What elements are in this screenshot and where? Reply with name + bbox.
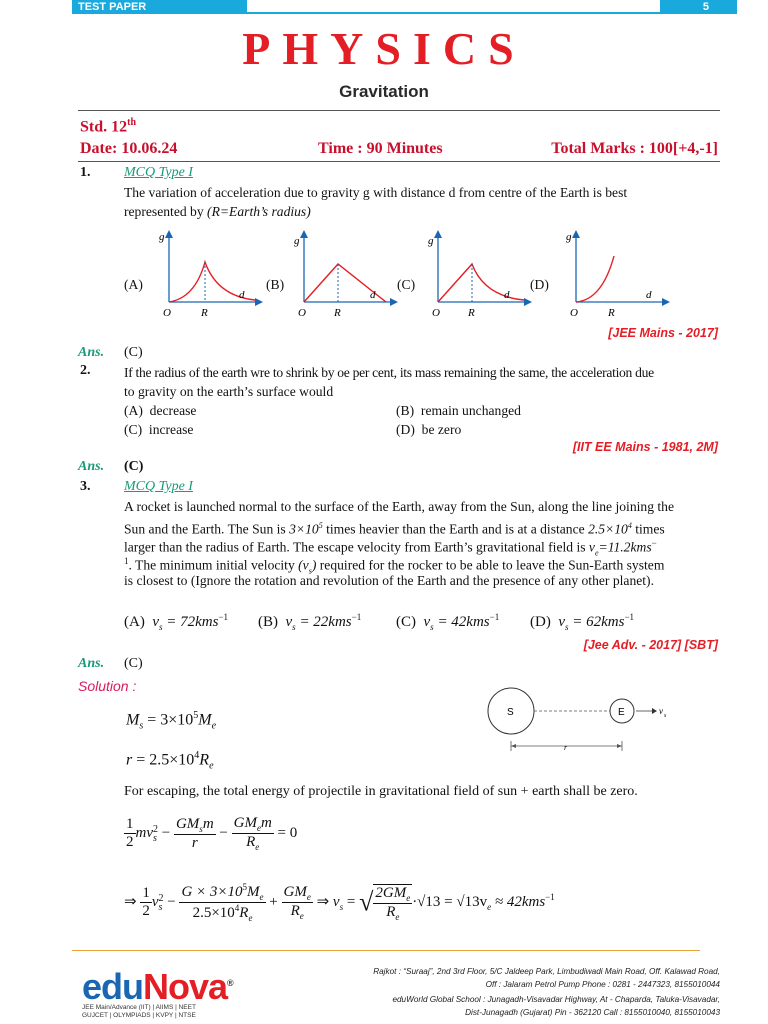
logo-tagline: JEE Main/Advance (IIT) | AIIMS | NEET GUJCET | OLYMPIADS | KVPY | NTSE: [82, 1004, 196, 1019]
edunova-logo: eduNova®: [82, 966, 233, 1007]
escape-velocity-equation: ⇒ $\frac{1}{2}$ v 2 s − $\frac{G \times 3\times 10^5M_e}{2.5\times 10^4R_e}$ + $\frac{GM_e}{R_e}$ ⇒ $v_s$ = √ $\frac{2GM_e}{R_e}$ $\cdot√13 = √13v_e \approx 42kms^{-1}$: [124, 882, 555, 923]
question-source: [JEE Mains - 2017]: [608, 326, 718, 340]
answer-value: (C): [124, 345, 143, 360]
option-key: (C): [397, 277, 416, 292]
origin-label: O: [570, 307, 578, 319]
r-label: R: [201, 307, 208, 319]
origin-label: O: [163, 307, 171, 319]
option-b: (B) remain unchanged: [396, 403, 521, 418]
velocity-sub: s: [664, 713, 667, 719]
graph-option-c: [424, 226, 534, 322]
question-text: A rocket is launched normal to the surface of the Earth, away from the Sun, along the line joining the: [124, 499, 675, 514]
option-c: (C) increase: [124, 422, 194, 437]
std-label: Std. 12th: [80, 117, 137, 136]
solution-label: Solution :: [78, 678, 137, 694]
axis-g: g: [428, 235, 434, 247]
option-key: (B): [266, 277, 285, 292]
solution-text: For escaping, the total energy of projectile in gravitational field of sun + earth shall be zero.: [124, 784, 638, 799]
question-type: MCQ Type I: [124, 165, 193, 180]
page-title: PHYSICS: [242, 23, 526, 74]
question-text: $^1$. The minimum initial velocity $(v_s)$ required for the rocker to be able to leave the Sun-Earth system: [124, 556, 665, 576]
fraction-half: $\frac{1}{2}$: [126, 816, 134, 850]
origin-label: O: [298, 307, 306, 319]
earth-label: E: [618, 707, 625, 718]
option-c: (C) $v_s = 42kms^{-1}$: [396, 612, 500, 632]
question-text: Sun and the Earth. The Sun is $3\times 10^5$ times heavier than the Earth and is at a distance $2.5\times 10^4$ times: [124, 521, 665, 537]
answer-value: (C): [124, 656, 143, 671]
question-number: 1.: [80, 165, 91, 180]
address-phone: Off : Jalaram Petrol Pump Phone : 0281 - 2447323, 8155010044: [485, 980, 720, 989]
header-rule: [247, 12, 660, 14]
axis-d: d: [504, 289, 510, 301]
question-type: MCQ Type I: [124, 479, 193, 494]
page-number: 5: [660, 0, 737, 14]
fraction-sun-term: $\frac{GM_sm}{r}$: [175, 815, 214, 851]
address-school: eduWorld Global School : Junagadh-Visavadar Highway, At - Chaparda, Taluka-Visavadar,: [392, 995, 720, 1004]
question-text: larger than the radius of Earth. The escape velocity from Earth’s gravitational field is $v_e=11.2kms^-$: [124, 538, 657, 558]
axis-d: d: [646, 289, 652, 301]
option-d: (D) $v_s = 62kms^{-1}$: [530, 612, 635, 632]
test-duration: Time : 90 Minutes: [318, 140, 443, 157]
option-b: (B) $v_s = 22kms^{-1}$: [258, 612, 362, 632]
graph-option-a: [155, 226, 265, 322]
graph-option-b: [290, 226, 400, 322]
axis-d: d: [370, 289, 376, 301]
answer-label: Ans.: [78, 345, 105, 360]
question-number: 3.: [80, 479, 91, 494]
r-label: R: [334, 307, 341, 319]
axis-g: g: [294, 235, 300, 247]
r-label: R: [608, 307, 615, 319]
answer-label: Ans.: [78, 459, 105, 474]
fraction-earth-term: $\frac{GM_em}{R_e}$: [233, 815, 272, 852]
answer-label: Ans.: [78, 656, 105, 671]
option-a: (A) decrease: [124, 403, 197, 418]
question-text: If the radius of the earth wre to shrink by oe per cent, its mass remaining the same, the acceleration due: [124, 365, 654, 380]
test-date: Date: 10.06.24: [80, 140, 178, 157]
option-d: (D) be zero: [396, 422, 462, 437]
answer-value: (C): [124, 459, 144, 474]
chapter-title: Gravitation: [339, 82, 429, 101]
divider: [78, 110, 720, 111]
address-junagadh: Dist-Junagadh (Gujarat) Pin - 362120 Call : 8155010040, 8155010043: [465, 1008, 720, 1017]
sun-earth-diagram: [484, 684, 684, 756]
test-paper-label: TEST PAPER: [72, 0, 247, 14]
question-text: to gravity on the earth’s surface would: [124, 384, 334, 399]
option-a: (A) $v_s = 72kms^{-1}$: [124, 612, 229, 632]
graph-option-d: [562, 226, 672, 322]
axis-d: d: [239, 289, 245, 301]
question-text: is closest to (Ignore the rotation and revolution of the Earth and the presence of any other planet).: [124, 573, 654, 588]
question-text: The variation of acceleration due to gravity g with distance d from centre of the Earth is best: [124, 185, 628, 200]
origin-label: O: [432, 307, 440, 319]
r-label: R: [468, 307, 475, 319]
option-key: (D): [530, 277, 549, 292]
distance-label: r: [564, 743, 568, 752]
energy-equation: $\frac{1}{2}$ mv 2 s − $\frac{GM_sm}{r}$ − $\frac{GM_em}{R_e}$ = 0: [126, 815, 298, 852]
axis-g: g: [159, 231, 165, 243]
question-text: represented by (R=Earth’s radius): [124, 204, 311, 219]
question-source: [Jee Adv. - 2017] [SBT]: [583, 638, 718, 652]
divider: [78, 161, 720, 162]
address-rajkot: Rajkot : “Suraaj”, 2nd 3rd Floor, 5/C Jaldeep Park, Limbudiwadi Main Road, Off. Kalawad Road,: [373, 967, 720, 976]
total-marks: Total Marks : 100[+4,-1]: [551, 140, 718, 157]
axis-g: g: [566, 231, 572, 243]
equation-distance: $r = 2.5\times 10^4R_e$: [126, 750, 214, 772]
option-key: (A): [124, 277, 143, 292]
sun-label: S: [507, 707, 514, 718]
question-source: [IIT EE Mains - 1981, 2M]: [572, 440, 718, 454]
velocity-label: v: [659, 706, 663, 716]
equation-mass: $M_s = 3\times 10^5M_e$: [126, 710, 217, 732]
footer-rule: [72, 950, 700, 951]
question-number: 2.: [80, 363, 91, 378]
